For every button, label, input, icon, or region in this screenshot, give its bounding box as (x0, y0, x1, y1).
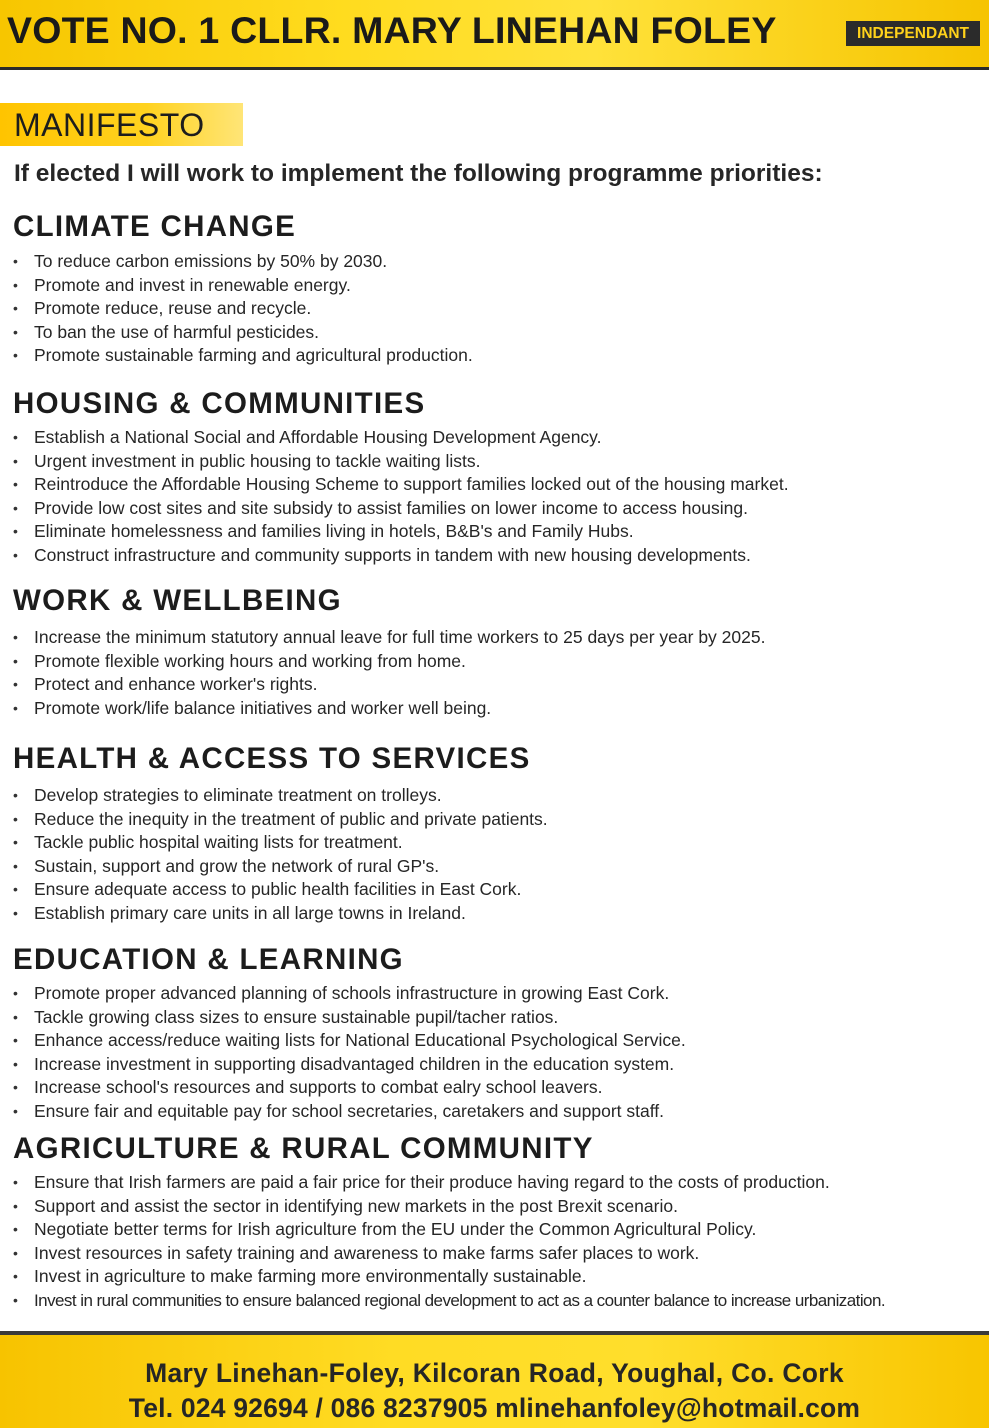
list-item: • To ban the use of harmful pesticides. (12, 321, 473, 345)
section-title-health-access: HEALTH & ACCESS TO SERVICES (13, 742, 531, 775)
independent-badge: INDEPENDANT (846, 21, 980, 46)
list-item: • To reduce carbon emissions by 50% by 2030. (12, 250, 473, 274)
list-item: • Support and assist the sector in identifying new markets in the post Brexit scenario. (12, 1195, 885, 1219)
footer-contact: Tel. 024 92694 / 086 8237905 mlinehanfoley@hotmail.com (128, 1393, 861, 1423)
manifesto-label (0, 103, 243, 146)
list-item: • Establish a National Social and Affordable Housing Development Agency. (12, 426, 789, 450)
footer-address: Mary Linehan-Foley, Kilcoran Road, Youghal, Co. Cork (145, 1358, 844, 1388)
list-item: • Urgent investment in public housing to tackle waiting lists. (12, 450, 789, 474)
climate-change-list (12, 250, 473, 368)
intro-text: If elected I will work to implement the following programme priorities: (14, 160, 823, 187)
list-item: • Promote and invest in renewable energy. (12, 274, 473, 298)
list-item: • Increase investment in supporting disadvantaged children in the education system. (12, 1053, 686, 1077)
footer-banner (0, 1331, 989, 1428)
health-access-list (12, 784, 548, 926)
list-item: • Promote reduce, reuse and recycle. (12, 297, 473, 321)
list-item: • Ensure adequate access to public health facilities in East Cork. (12, 878, 548, 902)
work-wellbeing-list (12, 626, 765, 720)
list-item: • Provide low cost sites and site subsidy to assist families on lower income to access housing. (12, 497, 789, 521)
list-item: • Promote sustainable farming and agricultural production. (12, 344, 473, 368)
list-item: • Invest in rural communities to ensure balanced regional development to act as a counter balance to increase urbanization. (12, 1289, 885, 1313)
list-item: • Establish primary care units in all large towns in Ireland. (12, 902, 548, 926)
education-learning-list (12, 982, 686, 1124)
list-item: • Promote flexible working hours and working from home. (12, 650, 765, 674)
list-item: • Eliminate homelessness and families living in hotels, B&B's and Family Hubs. (12, 520, 789, 544)
list-item: • Develop strategies to eliminate treatment on trolleys. (12, 784, 548, 808)
list-item: • Invest in agriculture to make farming more environmentally sustainable. (12, 1265, 885, 1289)
section-title-work-wellbeing: WORK & WELLBEING (13, 584, 342, 617)
header-banner (0, 0, 989, 70)
list-item: • Ensure fair and equitable pay for school secretaries, caretakers and support staff. (12, 1100, 686, 1124)
housing-communities-list (12, 426, 789, 568)
list-item: • Enhance access/reduce waiting lists for National Educational Psychological Service. (12, 1029, 686, 1053)
list-item: • Invest resources in safety training and awareness to make farms safer places to work. (12, 1242, 885, 1266)
list-item: • Reintroduce the Affordable Housing Scheme to support families locked out of the housing market. (12, 473, 789, 497)
list-item: • Promote work/life balance initiatives and worker well being. (12, 697, 765, 721)
list-item: • Sustain, support and grow the network of rural GP's. (12, 855, 548, 879)
list-item: • Reduce the inequity in the treatment of public and private patients. (12, 808, 548, 832)
section-title-climate-change: CLIMATE CHANGE (13, 210, 297, 243)
list-item: • Construct infrastructure and community supports in tandem with new housing developments. (12, 544, 789, 568)
header-title: VOTE NO. 1 CLLR. MARY LINEHAN FOLEY (7, 9, 777, 51)
list-item: • Negotiate better terms for Irish agriculture from the EU under the Common Agricultural Policy. (12, 1218, 885, 1242)
list-item: • Promote proper advanced planning of schools infrastructure in growing East Cork. (12, 982, 686, 1006)
list-item: • Tackle public hospital waiting lists for treatment. (12, 831, 548, 855)
section-title-agriculture-rural: AGRICULTURE & RURAL COMMUNITY (13, 1132, 594, 1165)
list-item: • Tackle growing class sizes to ensure sustainable pupil/tacher ratios. (12, 1006, 686, 1030)
list-item: • Protect and enhance worker's rights. (12, 673, 765, 697)
list-item: • Increase the minimum statutory annual leave for full time workers to 25 days per year by 2025. (12, 626, 765, 650)
section-title-housing-communities: HOUSING & COMMUNITIES (13, 387, 426, 420)
list-item: • Ensure that Irish farmers are paid a fair price for their produce having regard to the costs of production. (12, 1171, 885, 1195)
manifesto-label-text: MANIFESTO (14, 107, 205, 143)
list-item: • Increase school's resources and supports to combat ealry school leavers. (12, 1076, 686, 1100)
section-title-education-learning: EDUCATION & LEARNING (13, 943, 404, 976)
agriculture-rural-list (12, 1171, 885, 1313)
